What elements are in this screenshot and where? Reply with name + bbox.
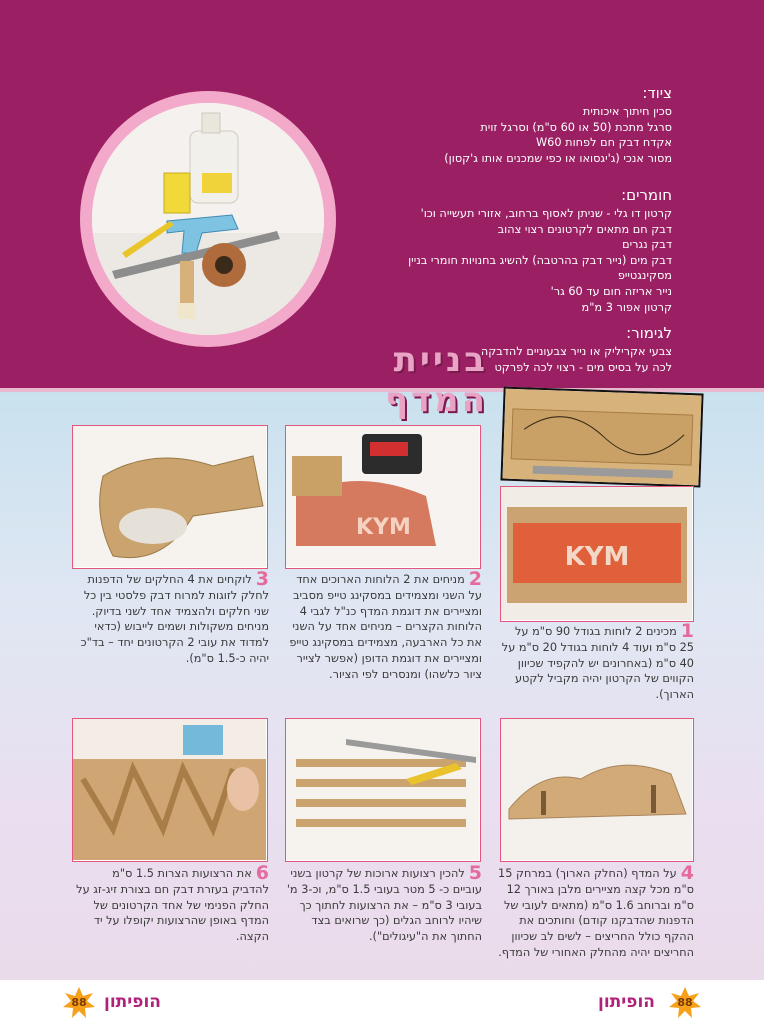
equipment-item: סרגל מתכת (50 או 60 ס"מ) וסרגל זוית <box>480 120 672 134</box>
step-text: את הרצועות הצרות 1.5 ס"מ להדביק בעזרת דבק חם בצורת זיג-זג על החלק הפנימי של אחד הקרטונים של המדף באופן שהרצועות יקופלו על יד הקצה. <box>76 867 269 944</box>
step-2 <box>285 568 482 683</box>
equipment-title: ציוד: <box>642 84 672 102</box>
step4-photo <box>500 718 694 862</box>
step-number: 1 <box>680 620 694 642</box>
materials-item: מסקינגטייפ <box>617 269 672 283</box>
step-3 <box>72 568 269 667</box>
step6-photo <box>72 718 268 862</box>
step-text: מכינים 2 לוחות בגודל 90 ס"מ על 25 ס"מ ועוד 4 לוחות בגודל 20 ס"מ על 40 ס"מ (באחרונים יש להקפיד שכיוון הקווים של הקרטון יהיה מקביל לקטע הארוך). <box>501 625 694 702</box>
svg-text:KYM: KYM <box>564 542 630 572</box>
page-title: בניית המדף <box>385 340 488 420</box>
logo-left: הופיתון <box>104 992 161 1012</box>
svg-text:KYM: KYM <box>356 515 411 540</box>
page-number-left: 88 <box>71 996 87 1009</box>
equipment-list <box>444 104 672 166</box>
step-1 <box>498 620 694 703</box>
step-5 <box>285 862 482 945</box>
step-number: 2 <box>468 568 482 590</box>
step-number: 4 <box>680 862 694 884</box>
materials-title: חומרים: <box>621 186 672 204</box>
materials-item: קרטון אפור 3 מ"מ <box>581 300 672 314</box>
step-4 <box>498 862 694 961</box>
equipment-item: אקדח דבק חם לפחות W60 <box>536 136 672 150</box>
step2-photo <box>285 425 481 569</box>
step-text: מניחים את 2 הלוחות הארוכים אחד על השני ומצמידים במסקינג טייפ מסביב ומציירים את דוגמת המדף כנ"ל לגבי 4 הלוחות הקצרים – מניחים אחד על השני את כל הארבעה, מצמידים במסקינג טייפ ומציירים את דוגמת הדופן (אפשר לצייר ציור כלשהו) ומנסרים לפי הציור. <box>289 573 482 681</box>
step-text: להכין רצועות ארוכות של קרטון בשני עוביים כ- 5 מטר בעובי 1.5 ס"מ, וכ-3 מ' בעובי 3 ס"מ – את הרצועות לחתוך כך שיהיו לרוחב הגלים (כך שרואים בצד החתוך את ה"עיגולים"). <box>286 867 482 944</box>
logo-right: הופיתון <box>598 992 655 1012</box>
step-number: 6 <box>255 862 269 884</box>
materials-item: נייר אריזה חום עד 60 גר' <box>550 284 672 298</box>
materials-item: דבק מים (נייר דבק בהרטבה) להשיג בחנויות חומרי בניין <box>408 253 672 267</box>
finishing-item: לכה על בסיס מים - רצוי לכה לפרקט <box>494 360 672 374</box>
tools-photo <box>92 103 324 335</box>
step1-photo <box>500 486 694 622</box>
step-6 <box>72 862 269 945</box>
step5-photo <box>285 718 481 862</box>
step-number: 3 <box>255 568 269 590</box>
step1-photo-top <box>500 387 703 488</box>
step-text: לוקחים את 4 החלקים של הדפנות לחלק לזוגות למרוח דבק פלסטי בין כל שני חלקים ולהצמיד אחד לשני בדיוק. מניחים משקולות ושמים לייבוש (כדאי למדוד את עובי 2 הקרטונים יחד – בד"כ יהיה כ-1.5 ס"מ). <box>80 573 269 665</box>
materials-list <box>408 206 672 315</box>
equipment-item: מסור אנכי (ג'יגסואו או כפי שמכנים אותו ג'קסון) <box>444 151 672 165</box>
page-number-right: 88 <box>677 996 693 1009</box>
finishing-list <box>481 344 672 375</box>
equipment-item: סכין חיתוך איכותית <box>582 105 672 118</box>
materials-item: קרטון דו גלי - שניתן לאסוף ברחוב, אזורי תעשייה וכו' <box>420 207 672 220</box>
materials-item: דבק חם מתאים לקרטונים רצוי צהוב <box>497 222 672 236</box>
step3-photo <box>72 425 268 569</box>
finishing-item: צבעי אקריליק או נייר צבעוניים להדבקה <box>480 345 672 358</box>
finishing-title: לגימור: <box>626 324 672 342</box>
step-number: 5 <box>468 862 482 884</box>
step-text: על המדף (החלק הארוך) במרחק 15 ס"מ מכל קצה מציירים מלבן באורך 12 ס"מ וברוחב 1.6 ס"מ (מתאים לעובי של הדפנות שהדבקנו קודם) וחותכים את ההקף כולל החריצים – לשים לב שכיוון החריצים יהיה מהחלק האחורי של המדף. <box>498 867 694 959</box>
materials-item: דבק נגרים <box>622 238 672 252</box>
